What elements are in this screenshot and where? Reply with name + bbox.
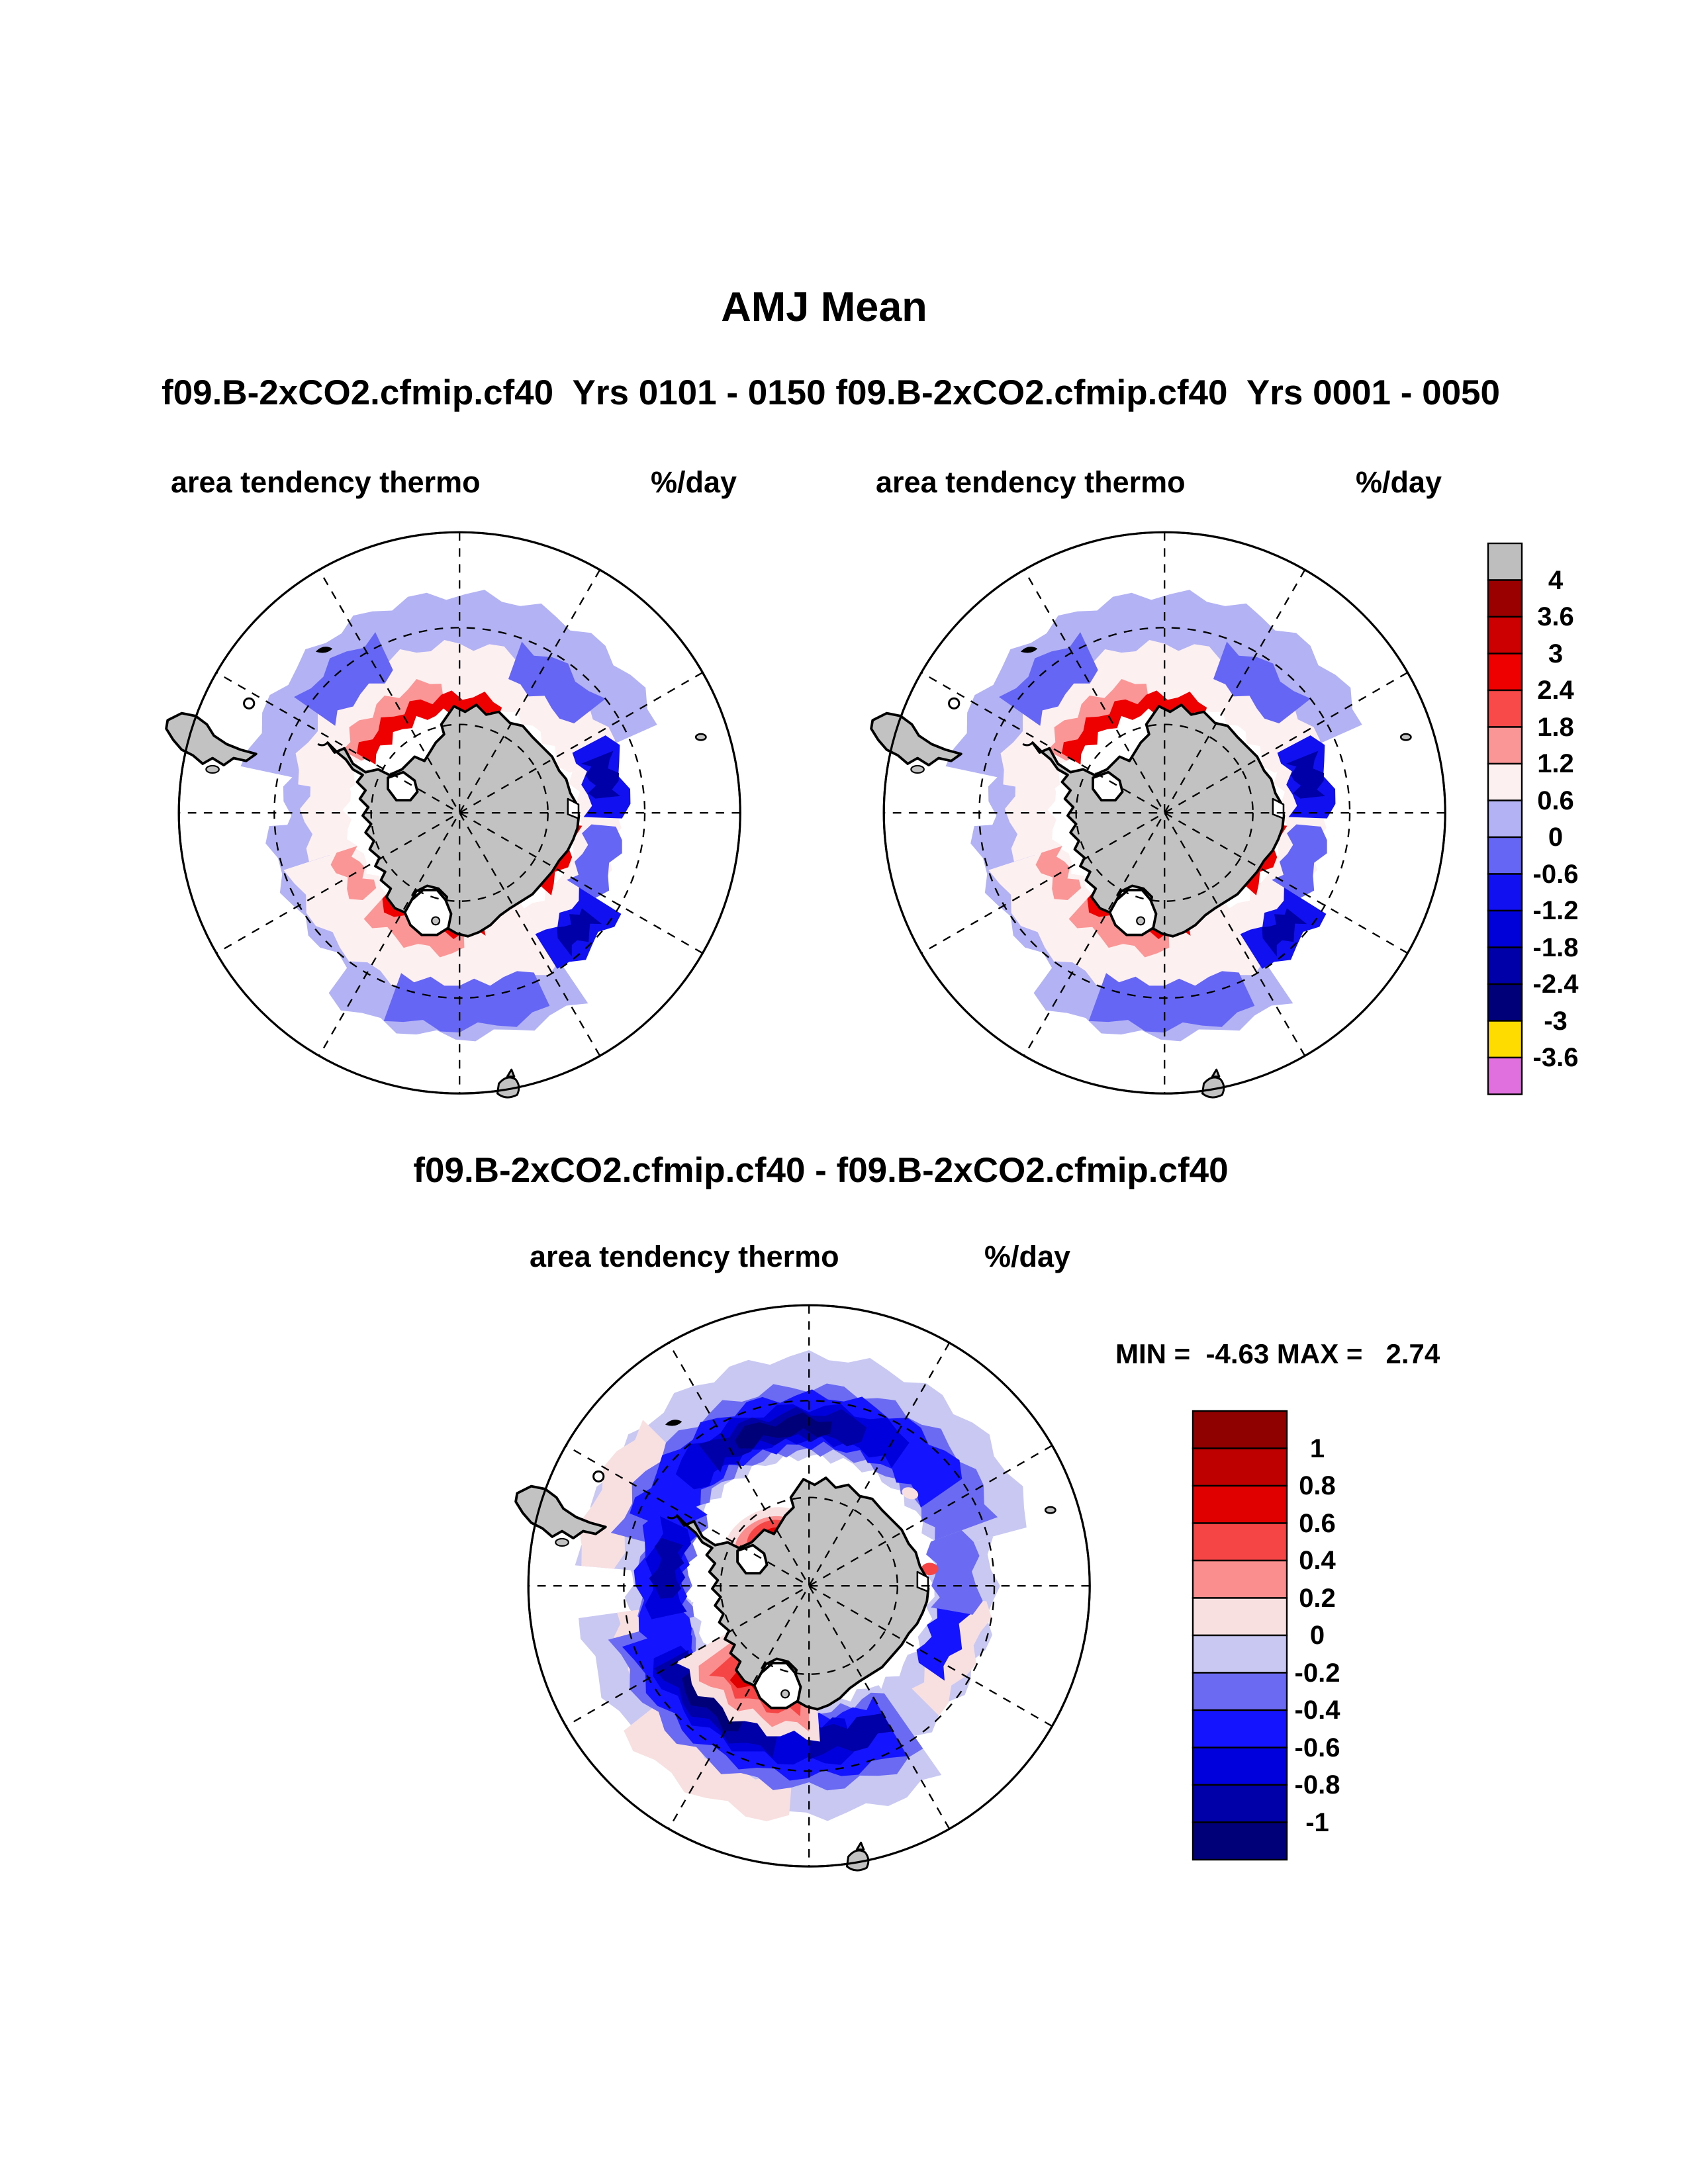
small-island — [555, 1539, 569, 1546]
colorbar-tick-label: 0.6 — [1537, 786, 1574, 815]
roosevelt-island — [781, 1690, 789, 1698]
right-panel-field-label: area tendency thermo — [876, 465, 1186, 499]
colorbar-tick-label: 1.8 — [1537, 712, 1574, 742]
small-island — [949, 698, 959, 708]
small-island — [593, 1471, 603, 1481]
figure-title: AMJ Mean — [721, 284, 927, 330]
min-max-annotation: MIN = -4.63 MAX = 2.74 — [1115, 1338, 1440, 1369]
figure-subtitle: f09.B-2xCO2.cfmip.cf40 Yrs 0101 - 0150 f09.B-2xCO2.cfmip.cf40 Yrs 0001 - 0050 — [162, 373, 1500, 412]
colorbar-tick-label: 0 — [1548, 823, 1564, 852]
roosevelt-island — [1137, 917, 1145, 925]
colorbar-tick-label: -0.8 — [1294, 1770, 1340, 1799]
small-island — [206, 766, 219, 773]
colorbar-tick-label: 4 — [1548, 565, 1564, 595]
small-island — [1401, 734, 1411, 740]
colorbar-tick-label: -0.2 — [1294, 1658, 1340, 1688]
colorbar-tick-label: 3 — [1548, 639, 1564, 668]
polar-map-diff — [514, 1291, 1103, 1880]
diff-panel-units-label: %/day — [984, 1240, 1071, 1273]
colorbar-tick-label: 1 — [1309, 1433, 1325, 1463]
colorbar-tick-label: -0.6 — [1294, 1733, 1340, 1762]
small-island — [911, 766, 924, 773]
colorbar-tick-label: 1.2 — [1537, 749, 1574, 778]
diff-panel-field-label: area tendency thermo — [530, 1240, 839, 1273]
polar-map-left — [165, 518, 754, 1107]
colorbar-tick-label: -1.2 — [1532, 896, 1579, 925]
colorbar-tick-label: 0.6 — [1299, 1508, 1336, 1538]
colorbar-tick-label: -0.4 — [1294, 1696, 1340, 1725]
small-island — [244, 698, 254, 708]
right-panel-units-label: %/day — [1356, 465, 1442, 499]
colorbar-tick-label: -1.8 — [1532, 933, 1579, 962]
left-panel-field-label: area tendency thermo — [171, 465, 481, 499]
map-right-panel — [870, 518, 1459, 1107]
small-island — [696, 734, 706, 740]
map-diff-panel — [514, 1291, 1103, 1880]
colorbar-tick-label: 3.6 — [1537, 602, 1574, 631]
diff-panel-title: f09.B-2xCO2.cfmip.cf40 - f09.B-2xCO2.cfmip.cf40 — [413, 1151, 1229, 1190]
colorbar-tick-label: -2.4 — [1532, 970, 1579, 999]
small-island — [1045, 1507, 1055, 1513]
colorbar-tick-label: -1 — [1305, 1807, 1329, 1837]
colorbar-tick-label: -0.6 — [1532, 859, 1579, 889]
colorbar-tick-label: 0.8 — [1299, 1471, 1336, 1500]
colorbar-tick-label: 0.2 — [1299, 1583, 1336, 1613]
map-left-panel — [165, 518, 754, 1107]
colorbar-tick-label: -3 — [1544, 1006, 1568, 1036]
polar-map-right — [870, 518, 1459, 1107]
colorbar-tick-label: 0 — [1309, 1621, 1325, 1650]
colorbar-tick-label: -3.6 — [1532, 1043, 1579, 1072]
colorbar-tick-label: 2.4 — [1537, 676, 1574, 705]
left-panel-units-label: %/day — [651, 465, 737, 499]
colorbar-tick-label: 0.4 — [1299, 1546, 1336, 1575]
roosevelt-island — [432, 917, 440, 925]
